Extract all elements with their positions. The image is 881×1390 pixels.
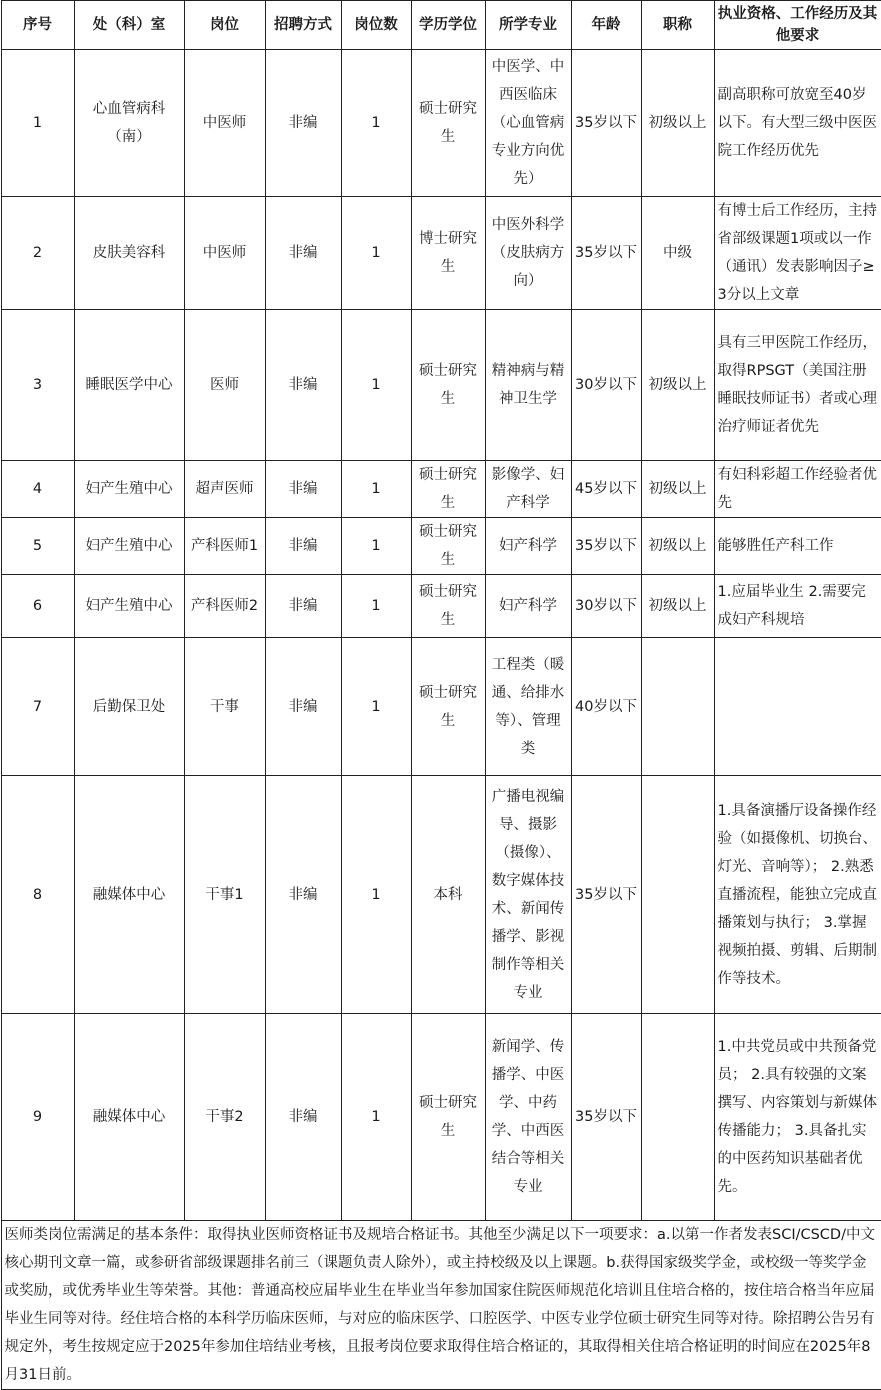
header-cell: 学历学位 (411, 1, 485, 50)
cell-mode: 非编 (265, 575, 341, 638)
cell-edu: 硕士研究生 (411, 638, 485, 776)
table-row (1, 50, 881, 197)
cell-major: 精神病与精神卫生学 (485, 310, 571, 461)
cell-major: 中医学、中西医临床（心血管病专业方向优先） (485, 50, 571, 197)
cell-major: 工程类（暖通、给排水等）、管理类 (485, 638, 571, 776)
cell-post: 医师 (184, 310, 265, 461)
cell-mode: 非编 (265, 776, 341, 1014)
cell-title (641, 638, 714, 776)
table-row (1, 310, 881, 461)
cell-req: 1.具备演播厅设备操作经验（如摄像机、切换台、灯光、音响等）； 2.熟悉直播流程，能独立完成直播策划与执行； 3.掌握视频拍摄、剪辑、后期制作等技术。 (714, 776, 881, 1014)
cell-post: 中医师 (184, 50, 265, 197)
cell-no: 2 (1, 197, 74, 310)
cell-mode: 非编 (265, 310, 341, 461)
cell-edu: 本科 (411, 776, 485, 1014)
cell-post: 干事2 (184, 1014, 265, 1221)
cell-no: 3 (1, 310, 74, 461)
header-cell: 职称 (641, 1, 714, 50)
cell-dept: 妇产生殖中心 (74, 518, 184, 575)
cell-title: 初级以上 (641, 575, 714, 638)
cell-post: 产科医师1 (184, 518, 265, 575)
cell-title: 初级以上 (641, 50, 714, 197)
table-row (1, 197, 881, 310)
cell-dept: 后勤保卫处 (74, 638, 184, 776)
cell-mode: 非编 (265, 197, 341, 310)
cell-post: 超声医师 (184, 461, 265, 518)
cell-major: 影像学、妇产科学 (485, 461, 571, 518)
table-row (1, 776, 881, 1014)
cell-req: 能够胜任产科工作 (714, 518, 881, 575)
cell-age: 30岁以下 (571, 310, 641, 461)
cell-dept: 妇产生殖中心 (74, 575, 184, 638)
cell-req: 副高职称可放宽至40岁以下。有大型三级中医医院工作经历优先 (714, 50, 881, 197)
cell-major: 妇产科学 (485, 518, 571, 575)
cell-edu: 博士研究生 (411, 197, 485, 310)
cell-title: 初级以上 (641, 310, 714, 461)
header-cell: 岗位 (184, 1, 265, 50)
header-cell: 年龄 (571, 1, 641, 50)
footnote: 医师类岗位需满足的基本条件：取得执业医师资格证书及规培合格证书。其他至少满足以下一项要求：a.以第一作者发表SCI/CSCD/中文核心期刊文章一篇，或参研省部级课题排名前三（课题负责人除外），或主持校级及以上课题。b.获得国家级奖学金，或校级一等奖学金或奖励，或优秀毕业生等荣誉。其他：普通高校应届毕业生在毕业当年参加国家住院医师规范化培训且住培合格的，按住培合格当年应届毕业生同等对待。经住培合格的本科学历临床医师，与对应的临床医学、口腔医学、中医专业学位硕士研究生同等对待。除招聘公告另有规定外，考生按规定应于2025年参加住培结业考核，且报考岗位要求取得住培合格证的，其取得相关住培合格证明的时间应在2025年8月31日前。 (1, 1221, 881, 1390)
cell-no: 8 (1, 776, 74, 1014)
cell-count: 1 (341, 197, 411, 310)
cell-mode: 非编 (265, 461, 341, 518)
cell-dept: 心血管病科（南） (74, 50, 184, 197)
cell-post: 干事1 (184, 776, 265, 1014)
cell-count: 1 (341, 638, 411, 776)
cell-major: 妇产科学 (485, 575, 571, 638)
cell-count: 1 (341, 575, 411, 638)
cell-req: 1.中共党员或中共预备党员； 2.具有较强的文案撰写、内容策划与新媒体传播能力； 3.具备扎实的中医药知识基础者优先。 (714, 1014, 881, 1221)
cell-major: 中医外科学（皮肤病方向） (485, 197, 571, 310)
cell-title: 中级 (641, 197, 714, 310)
cell-count: 1 (341, 776, 411, 1014)
header-cell: 执业资格、工作经历及其他要求 (714, 1, 881, 50)
table-row (1, 518, 881, 575)
cell-age: 30岁以下 (571, 575, 641, 638)
cell-no: 9 (1, 1014, 74, 1221)
cell-dept: 融媒体中心 (74, 776, 184, 1014)
header-cell: 招聘方式 (265, 1, 341, 50)
cell-no: 4 (1, 461, 74, 518)
cell-age: 35岁以下 (571, 1014, 641, 1221)
cell-major: 新闻学、传播学、中医学、中药学、中西医结合等相关专业 (485, 1014, 571, 1221)
cell-mode: 非编 (265, 50, 341, 197)
footnote-row (1, 1221, 881, 1390)
cell-no: 6 (1, 575, 74, 638)
cell-age: 35岁以下 (571, 50, 641, 197)
cell-age: 40岁以下 (571, 638, 641, 776)
cell-count: 1 (341, 310, 411, 461)
cell-count: 1 (341, 518, 411, 575)
table-row (1, 638, 881, 776)
cell-post: 产科医师2 (184, 575, 265, 638)
cell-no: 7 (1, 638, 74, 776)
cell-edu: 硕士研究生 (411, 310, 485, 461)
cell-count: 1 (341, 461, 411, 518)
cell-dept: 睡眠医学中心 (74, 310, 184, 461)
cell-req: 具有三甲医院工作经历，取得RPSGT（美国注册睡眠技师证书）者或心理治疗师证者优先 (714, 310, 881, 461)
cell-age: 35岁以下 (571, 776, 641, 1014)
cell-edu: 硕士研究生 (411, 518, 485, 575)
cell-age: 35岁以下 (571, 197, 641, 310)
cell-age: 45岁以下 (571, 461, 641, 518)
header-cell: 序号 (1, 1, 74, 50)
cell-req: 有博士后工作经历，主持省部级课题1项或以一作（通讯）发表影响因子≥3分以上文章 (714, 197, 881, 310)
cell-post: 干事 (184, 638, 265, 776)
cell-title: 初级以上 (641, 461, 714, 518)
header-cell: 处（科）室 (74, 1, 184, 50)
cell-age: 35岁以下 (571, 518, 641, 575)
header-row (1, 1, 881, 50)
cell-post: 中医师 (184, 197, 265, 310)
cell-req: 1.应届毕业生 2.需要完成妇产科规培 (714, 575, 881, 638)
cell-no: 5 (1, 518, 74, 575)
cell-count: 1 (341, 1014, 411, 1221)
cell-count: 1 (341, 50, 411, 197)
recruitment-table (1, 0, 881, 1390)
cell-edu: 硕士研究生 (411, 575, 485, 638)
cell-dept: 妇产生殖中心 (74, 461, 184, 518)
header-cell: 岗位数 (341, 1, 411, 50)
cell-mode: 非编 (265, 638, 341, 776)
cell-major: 广播电视编导、摄影（摄像）、数字媒体技术、新闻传播学、影视制作等相关专业 (485, 776, 571, 1014)
cell-dept: 皮肤美容科 (74, 197, 184, 310)
cell-mode: 非编 (265, 1014, 341, 1221)
cell-no: 1 (1, 50, 74, 197)
cell-edu: 硕士研究生 (411, 1014, 485, 1221)
cell-title (641, 1014, 714, 1221)
cell-dept: 融媒体中心 (74, 1014, 184, 1221)
cell-req (714, 638, 881, 776)
cell-req: 有妇科彩超工作经验者优先 (714, 461, 881, 518)
table-row (1, 461, 881, 518)
cell-title: 初级以上 (641, 518, 714, 575)
cell-title (641, 776, 714, 1014)
table-row (1, 575, 881, 638)
cell-mode: 非编 (265, 518, 341, 575)
cell-edu: 硕士研究生 (411, 461, 485, 518)
header-cell: 所学专业 (485, 1, 571, 50)
cell-edu: 硕士研究生 (411, 50, 485, 197)
table-row (1, 1014, 881, 1221)
